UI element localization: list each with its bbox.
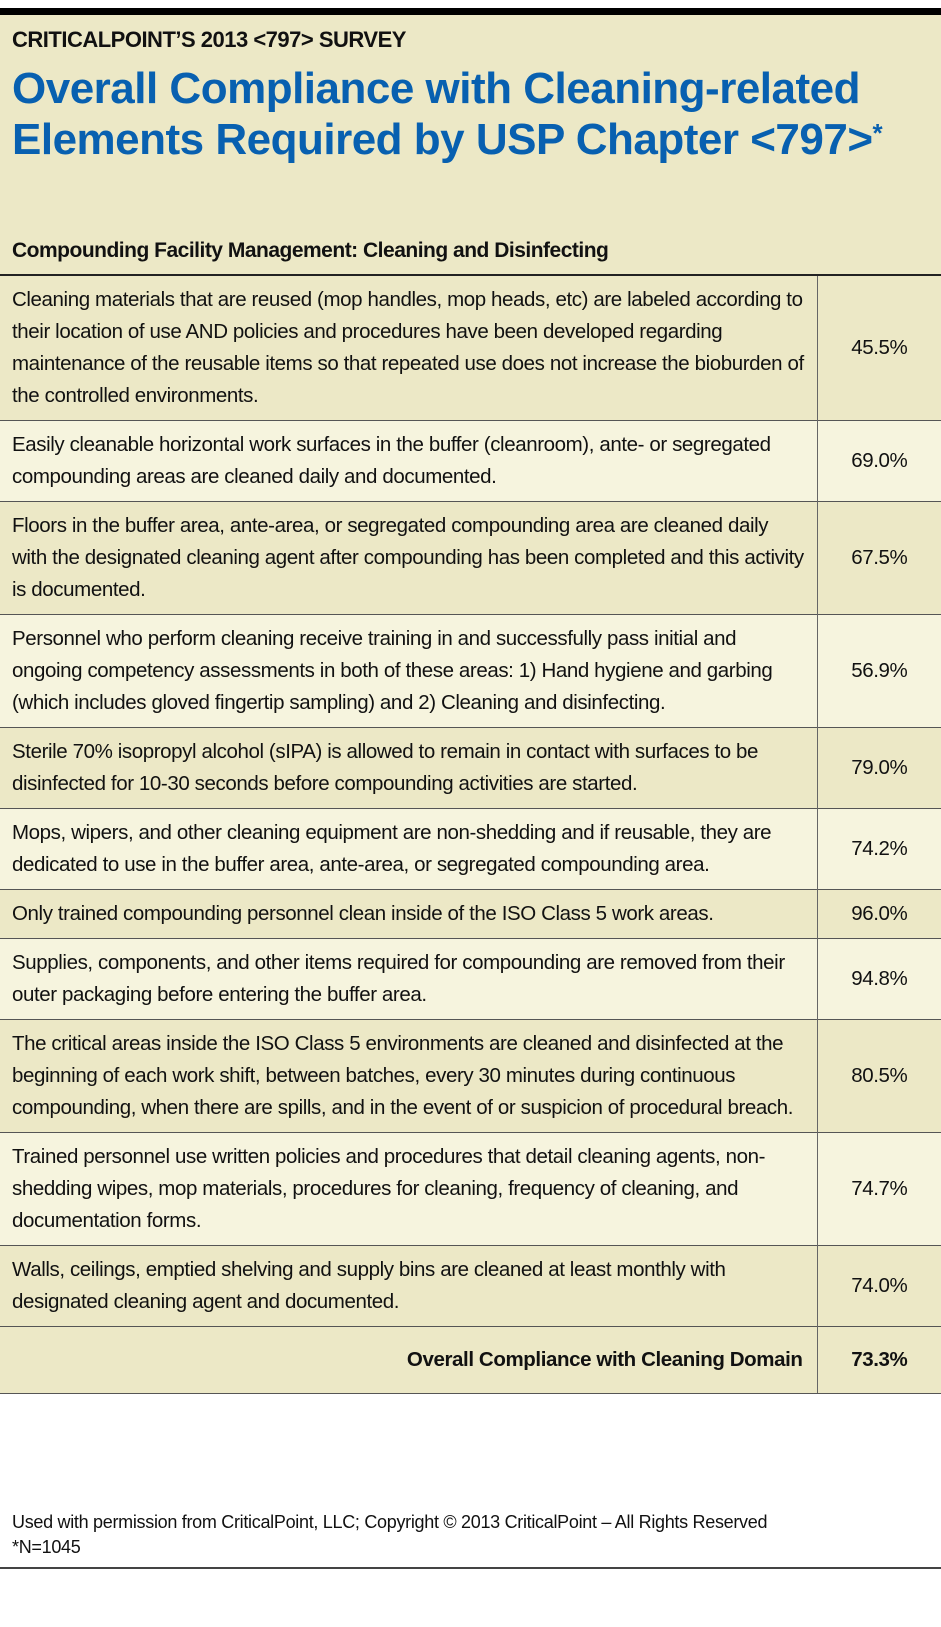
compliance-percent: 79.0% [817, 728, 941, 809]
table-row [0, 890, 941, 939]
requirement-text: Only trained compounding personnel clean inside of the ISO Class 5 work areas. [0, 890, 817, 939]
table-row [0, 1133, 941, 1246]
table-row [0, 421, 941, 502]
requirement-text: Walls, ceilings, emptied shelving and supply bins are cleaned at least monthly with designated cleaning agent and documented. [0, 1246, 817, 1327]
compliance-percent: 67.5% [817, 502, 941, 615]
compliance-percent: 80.5% [817, 1020, 941, 1133]
compliance-percent: 74.0% [817, 1246, 941, 1327]
requirement-text: Personnel who perform cleaning receive training in and successfully pass initial and ongoing competency assessments in both of these areas: 1) Hand hygiene and garbing (which includes gloved fingertip sampling) and 2) Cleaning and disinfecting. [0, 615, 817, 728]
compliance-percent: 74.7% [817, 1133, 941, 1246]
top-rule [0, 8, 941, 15]
table-row [0, 502, 941, 615]
requirement-text: Supplies, components, and other items required for compounding are removed from their outer packaging before entering the buffer area. [0, 939, 817, 1020]
title-text: Overall Compliance with Cleaning-related Elements Required by USP Chapter <797> [12, 64, 873, 164]
requirement-text: The critical areas inside the ISO Class 5 environments are cleaned and disinfected at the beginning of each work shift, between batches, every 30 minutes during continuous compounding, when there are spills, and in the event of or suspicion of procedural breach. [0, 1020, 817, 1133]
table-row [0, 809, 941, 890]
bottom-rule [0, 1567, 941, 1569]
compliance-percent: 94.8% [817, 939, 941, 1020]
compliance-percent: 96.0% [817, 890, 941, 939]
compliance-percent: 69.0% [817, 421, 941, 502]
table-row [0, 728, 941, 809]
compliance-percent: 74.2% [817, 809, 941, 890]
table-row [0, 1020, 941, 1133]
footer [12, 1510, 767, 1560]
section-subtitle: Compounding Facility Management: Cleaning and Disinfecting [12, 239, 609, 262]
requirement-text: Mops, wipers, and other cleaning equipment are non-shedding and if reusable, they are dedicated to use in the buffer area, ante-area, or segregated compounding area. [0, 809, 817, 890]
table-row [0, 275, 941, 421]
requirement-text: Sterile 70% isopropyl alcohol (sIPA) is allowed to remain in contact with surfaces to be disinfected for 10-30 seconds before compounding activities are started. [0, 728, 817, 809]
sample-size-note: *N=1045 [12, 1537, 81, 1557]
table-row [0, 615, 941, 728]
kicker: CRITICALPOINT’S 2013 <797> SURVEY [12, 27, 406, 52]
table-row [0, 1246, 941, 1327]
compliance-percent: 45.5% [817, 275, 941, 421]
compliance-percent: 56.9% [817, 615, 941, 728]
total-percent: 73.3% [817, 1327, 941, 1394]
header [0, 15, 941, 275]
title-footnote-mark: * [872, 118, 883, 148]
total-label: Overall Compliance with Cleaning Domain [0, 1327, 817, 1394]
total-row [0, 1327, 941, 1394]
copyright-credit: Used with permission from CriticalPoint, LLC; Copyright © 2013 CriticalPoint – All Rights Reserved [12, 1512, 768, 1532]
requirement-text: Easily cleanable horizontal work surfaces in the buffer (cleanroom), ante- or segregated compounding areas are cleaned daily and documented. [0, 421, 817, 502]
requirement-text: Cleaning materials that are reused (mop handles, mop heads, etc) are labeled according to their location of use AND policies and procedures have been developed regarding maintenance of the reusable items so that repeated use does not increase the bioburden of the controlled environments. [0, 275, 817, 421]
page-title [12, 63, 912, 165]
compliance-table [0, 274, 941, 1394]
requirement-text: Trained personnel use written policies and procedures that detail cleaning agents, non-shedding wipes, mop materials, procedures for cleaning, frequency of cleaning, and documentation forms. [0, 1133, 817, 1246]
requirement-text: Floors in the buffer area, ante-area, or segregated compounding area are cleaned daily with the designated cleaning agent after compounding has been completed and this activity is documented. [0, 502, 817, 615]
table-row [0, 939, 941, 1020]
